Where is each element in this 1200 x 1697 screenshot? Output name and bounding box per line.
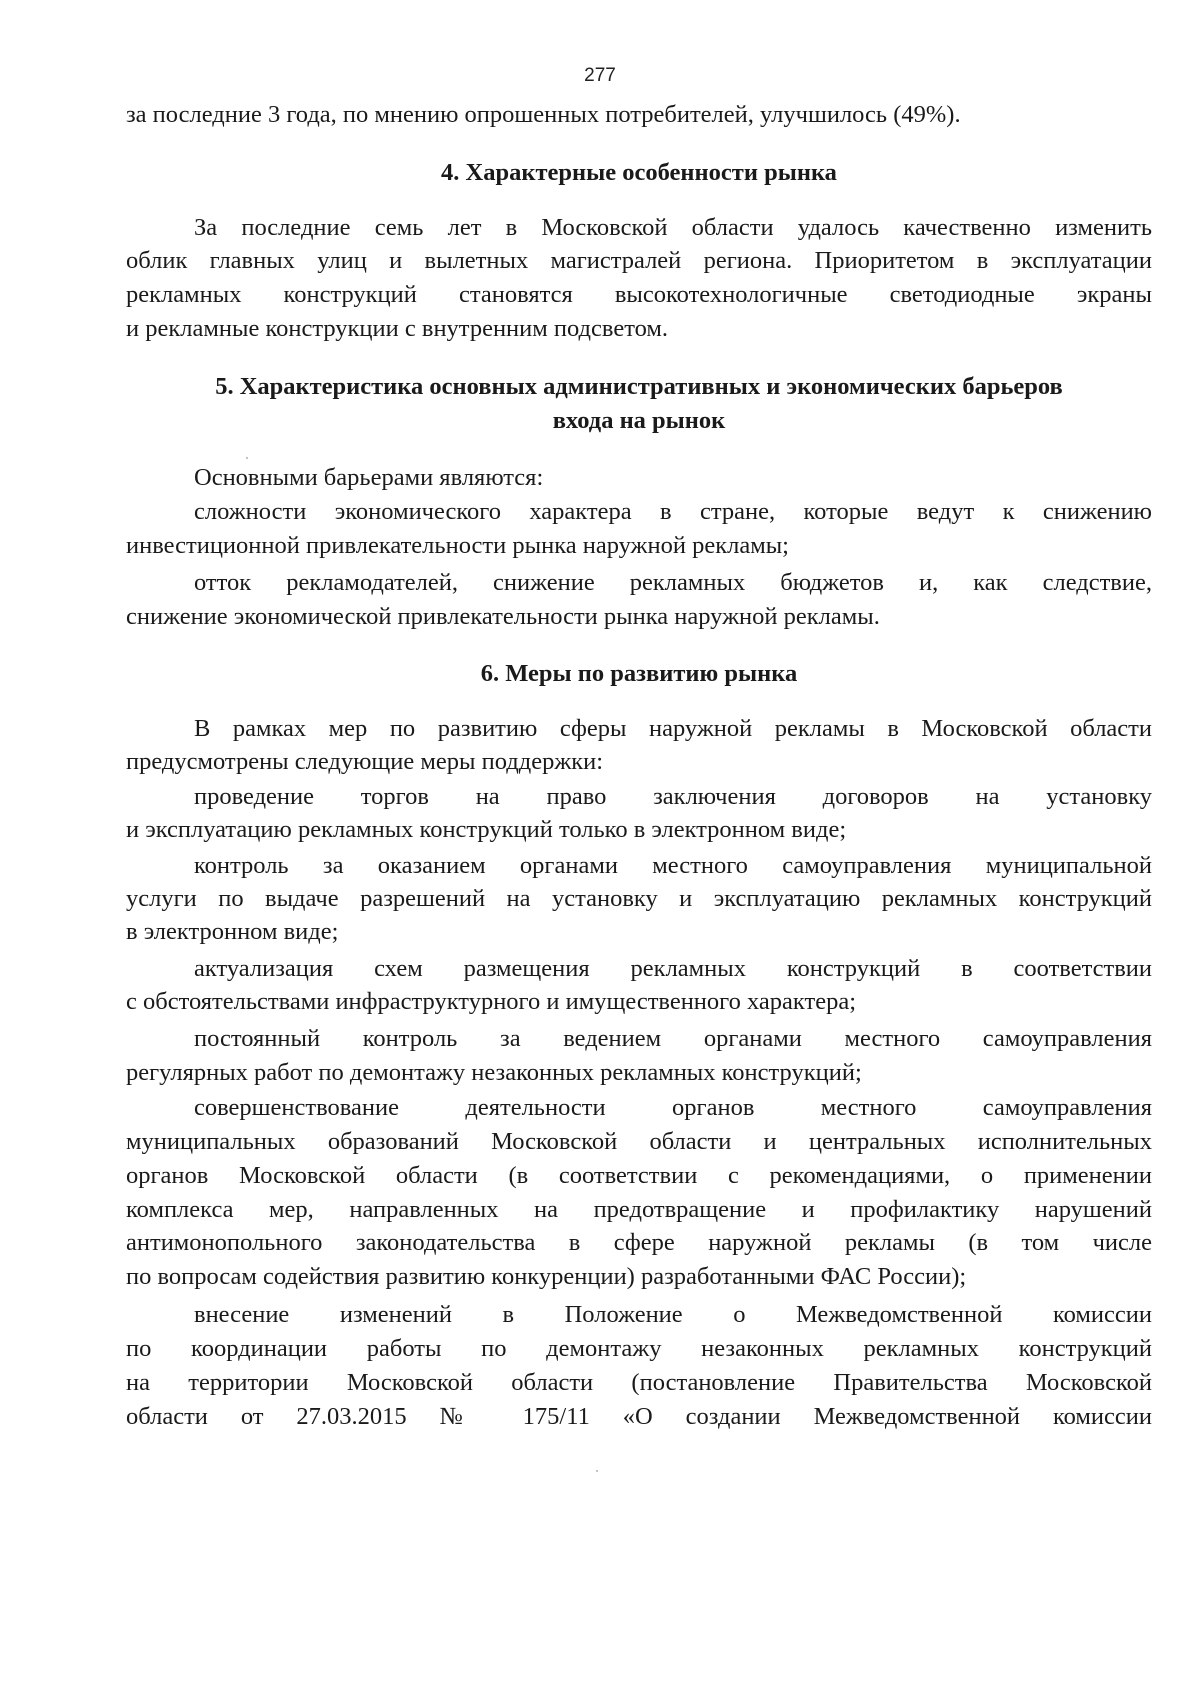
- body-line: Основными барьерами являются:: [194, 464, 544, 491]
- body-line: муниципальных образований Московской области и центральных исполнительных: [126, 1128, 1152, 1155]
- body-line: на территории Московской области (постановление Правительства Московской: [126, 1369, 1152, 1396]
- body-line: постоянный контроль за ведением органами местного самоуправления: [194, 1025, 1152, 1052]
- body-line: облик главных улиц и вылетных магистралей региона. Приоритетом в эксплуатации: [126, 247, 1152, 274]
- body-line: актуализация схем размещения рекламных конструкций в соответствии: [194, 955, 1152, 982]
- page-number: 277: [584, 65, 616, 86]
- body-line: в электронном виде;: [126, 918, 339, 945]
- body-line: совершенствование деятельности органов местного самоуправления: [194, 1094, 1152, 1121]
- body-line: по координации работы по демонтажу незаконных рекламных конструкций: [126, 1335, 1152, 1362]
- scan-speck: [596, 1470, 598, 1472]
- body-line: инвестиционной привлекательности рынка наружной рекламы;: [126, 532, 789, 559]
- section-heading-5-continued: входа на рынок: [552, 407, 726, 434]
- body-line: антимонопольного законодательства в сфере наружной рекламы (в том числе: [126, 1229, 1152, 1256]
- scan-speck: [246, 457, 248, 459]
- body-line: проведение торгов на право заключения договоров на установку: [194, 783, 1152, 810]
- body-line: и эксплуатацию рекламных конструкций только в электронном виде;: [126, 816, 847, 843]
- body-line: В рамках мер по развитию сферы наружной рекламы в Московской области: [194, 715, 1152, 742]
- body-line: области от 27.03.2015 № 175/11 «О создании Межведомственной комиссии: [126, 1403, 1152, 1430]
- section-heading-4: 4. Характерные особенности рынка: [441, 159, 837, 186]
- body-line: регулярных работ по демонтажу незаконных рекламных конструкций;: [126, 1059, 862, 1086]
- body-line: с обстоятельствами инфраструктурного и имущественного характера;: [126, 988, 856, 1015]
- body-line: контроль за оказанием органами местного самоуправления муниципальной: [194, 852, 1152, 879]
- body-line: комплекса мер, направленных на предотвращение и профилактику нарушений: [126, 1196, 1152, 1223]
- body-line: отток рекламодателей, снижение рекламных бюджетов и, как следствие,: [194, 569, 1152, 596]
- section-heading-6: 6. Меры по развитию рынка: [480, 660, 798, 687]
- body-line: за последние 3 года, по мнению опрошенных потребителей, улучшилось (49%).: [126, 101, 961, 128]
- body-line: услуги по выдаче разрешений на установку и эксплуатацию рекламных конструкций: [126, 885, 1152, 912]
- body-line: органов Московской области (в соответствии с рекомендациями, о применении: [126, 1162, 1152, 1189]
- body-line: За последние семь лет в Московской области удалось качественно изменить: [194, 214, 1152, 241]
- body-line: снижение экономической привлекательности рынка наружной рекламы.: [126, 603, 880, 630]
- body-line: рекламных конструкций становятся высокотехнологичные светодиодные экраны: [126, 281, 1152, 308]
- body-line: внесение изменений в Положение о Межведомственной комиссии: [194, 1301, 1152, 1328]
- body-line: и рекламные конструкции с внутренним подсветом.: [126, 315, 668, 342]
- body-line: сложности экономического характера в стране, которые ведут к снижению: [194, 498, 1152, 525]
- body-line: по вопросам содействия развитию конкуренции) разработанными ФАС России);: [126, 1263, 967, 1290]
- section-heading-5: 5. Характеристика основных административных и экономических барьеров: [215, 373, 1063, 400]
- body-line: предусмотрены следующие меры поддержки:: [126, 748, 604, 775]
